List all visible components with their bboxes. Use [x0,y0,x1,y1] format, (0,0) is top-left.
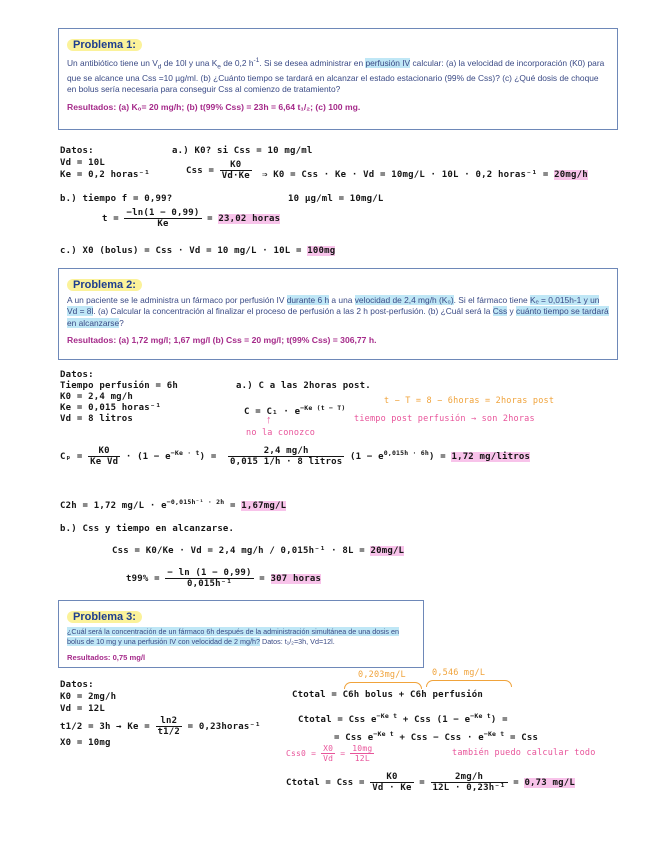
notes2-big-fraction: $\frac{2,4 mg/h}{\text{0,015 1/h · 8 litros}}$ [230,446,343,467]
notes2-css-line: Css = K0/Ke · Vd = 2,4 mg/h / 0,015h⁻¹ · 8L = 20mg/L [112,546,405,556]
notes1-t-fraction: $\frac{-\ln(1 - 0,99)}{Ke}$ [126,208,200,229]
problem3-title: Problema 3: [67,611,142,623]
notes3-final-fraction2: $\frac{2mg/h}{\text{12L · 0,23h⁻¹}}$ [432,772,506,793]
notes3-ctotal1: Ctotal = C6h bolus + C6h perfusión [292,690,484,700]
problem1-title: Problema 1: [67,39,142,51]
problem2-title: Problema 2: [67,279,142,291]
notes2-b-label: b.) Css y tiempo en alcanzarse. [60,524,235,534]
notes1-ke: Ke = 0,2 horas⁻¹ [60,170,150,180]
problem2-results: Resultados: (a) 1,72 mg/l; 1,67 mg/l (b) Css = 20 mg/l; t(99% Css) = 306,77 h. [67,335,377,346]
notes2-t99-formula: t99% = $\frac{- \ln (1 - 0,99)}{\text{0,015h⁻¹}}$ = 307 horas [126,568,322,589]
notes2-b-result2: 307 horas [270,574,322,584]
notes2-orange-note: t − T = 8 − 6horas = 2horas post [384,396,555,406]
notes1-a-result: 20mg/h [554,170,588,180]
notes3-orange2: 0,546 mg/L [432,668,486,678]
notes1-c-result: 100mg [307,246,336,256]
problem3-box [58,600,424,668]
notes3-thalf-fraction: $\frac{\ln 2}{t1/2}$ [157,716,181,737]
problem2-box [58,268,618,360]
notes2-a-label: a.) C a las 2horas post. [236,381,371,391]
notes3-pink-fraction2: $\frac{10mg}{12L}$ [352,744,373,763]
notes2-ke: Ke = 0,015 horas⁻¹ [60,403,162,413]
notes2-cp-formula: Cₚ = $\frac{K0}{\text{Ke Vd}}$ · $(1 - e^{-Ke \cdot t})$ = [60,446,217,467]
notes3-ctotal2: Ctotal = Css $e^{-Ke t}$ + Css $(1 - e^{-Ke t})$ = [298,712,508,725]
notes1-b-label: b.) tiempo f = 0,99? [60,194,173,204]
notes3-final-fraction1: $\frac{K0}{Vd \cdot Ke}$ [372,772,412,793]
notes2-b-result1: 20mg/L [370,546,405,556]
notes3-pink-note: también puedo calcular todo [452,748,596,758]
notes1-css-formula: Css = $\frac{K0}{Vd\cdot Ke}$ [186,160,250,181]
notes2-big-formula: $\frac{2,4 mg/h}{\text{0,015 1/h · 8 litros}}$ $(1 - e^{0,015h \cdot 6h}) = 1,72$ mg/litros [230,446,531,467]
notes2-c2h-line: C2h = 1,72 $mg/L \cdot e^{-0,015h^{-1} \cdot 2h} = 1,67mg/L$ [60,498,287,511]
notes2-vd: Vd = 8 litros [60,414,134,424]
problem3-statement: ¿Cuál será la concentración de un fármaco 6h después de la administración simultánea de una dosis en bolus de 10 mg y una perfusión IV con velocidad de 2 mg/h? Datos: t₁/₂=3h, Vd=12l. [67,627,400,646]
notes2-tiempo: Tiempo perfusión = 6h [60,381,178,391]
notes2-t99-fraction: $\frac{- \ln (1 - 0,99)}{\text{0,015h⁻¹}}$ [167,568,252,589]
arrow-up-icon: ↑ [266,414,272,426]
notes3-datos: Datos: [60,680,94,690]
problem1-box [58,28,618,130]
notes1-b-result: 23,02 horas [218,214,281,224]
notes2-pink-note2: no la conozco [246,428,316,438]
notes2-c-equation: $C = C_1 \cdot e^{-Ke (t - T)}$ [244,404,346,417]
notes2-datos: Datos: [60,370,94,380]
notes3-k0: K0 = 2mg/h [60,692,117,702]
notes2-pink-note1: tiempo post perfusión → son 2horas [354,414,535,424]
notes3-final-formula: Ctotal = Css = $\frac{K0}{Vd \cdot Ke}$ = $\frac{2mg/h}{\text{12L · 0,23h⁻¹}}$ = 0,73 mg/L [286,772,576,793]
notes2-cp-fraction: $\frac{K0}{\text{Ke Vd}}$ [90,446,119,467]
notes3-pink-fraction1: $\frac{X0}{Vd}$ [323,744,334,763]
notes1-b-conversion: 10 µg/ml = 10mg/L [288,194,384,204]
notes3-final-result: 0,73 mg/L [524,778,576,788]
notes1-css-fraction: $\frac{K0}{Vd\cdot Ke}$ [221,160,250,181]
notes3-pink-css0: Css0 = $\frac{X0}{Vd}$ = $\frac{10mg}{12L}$ [286,744,373,763]
notes3-x0: X0 = 10mg [60,738,111,748]
notes3-orange1: 0,203mg/L [358,670,406,680]
notes1-a-label: a.) K0? si Css = 10 mg/ml [172,146,313,156]
orange-brace-2 [426,680,512,687]
notes1-datos: Datos: [60,146,94,156]
notes2-a-result1: 1,72 mg/litros [451,452,531,462]
notes1-t-formula: t = $\frac{-\ln(1 - 0,99)}{Ke}$ = 23,02 horas [102,208,281,229]
notes3-vd: Vd = 12L [60,704,105,714]
problem1-results: Resultados: (a) K₀= 20 mg/h; (b) t(99% Css) = 23h = 6,64 t₁/₂; (c) 100 mg. [67,101,361,112]
problem1-statement: Un antibiótico tiene un $V_d$ de 10l y una $K_e$ de 0,2 $h^{-1}$. Si se desea administrar en perfusión IV calcular: (a) la velocidad de incorporación (K0) para que se alcance una Css =10 µg/ml. (b) ¿Cuánto tiempo se tardará en alcanzar el estado estacionario (99% de Css)? (c) ¿Qué dosis de choque en bolus sería necesaria para conseguir Css al comienzo de tratamiento? [67,57,605,95]
notes1-c-line: c.) X0 (bolus) = Css · Vd = 10 mg/L · 10L = 100mg [60,246,336,256]
notes2-a-result2: 1,67mg/L [241,501,287,511]
notes3-ctotal3: = Css $e^{-Ke t}$ + Css − Css · $e^{-Ke t}$ = Css [334,730,539,743]
problem3-results: Resultados: 0,75 mg/l [67,653,146,662]
notes1-vd: Vd = 10L [60,158,105,168]
notes3-thalf: t1/2 = 3h → Ke = $\frac{\ln 2}{t1/2}$ = 0,23horas⁻¹ [60,716,261,737]
problem2-statement: A un paciente se le administra un fármaco por perfusión IV durante 6 h a una velocidad de 2,4 mg/h (K₀). Si el fármaco tiene Kₑ = 0,015h-1 y un Vd = 8l. (a) Calcular la concentración al finalizar el proceso de perfusión a las 2 h post-perfusión. (b) ¿Cuál será la Css y cuánto tiempo se tardará en alcanzarse? [67,295,609,328]
notes2-k0: K0 = 2,4 mg/h [60,392,134,402]
orange-brace-1 [344,682,422,689]
notes1-k0-equation: ⇒ K0 = Css · Ke · Vd = 10mg/L · 10L · 0,2 horas⁻¹ = 20mg/h [262,170,588,180]
